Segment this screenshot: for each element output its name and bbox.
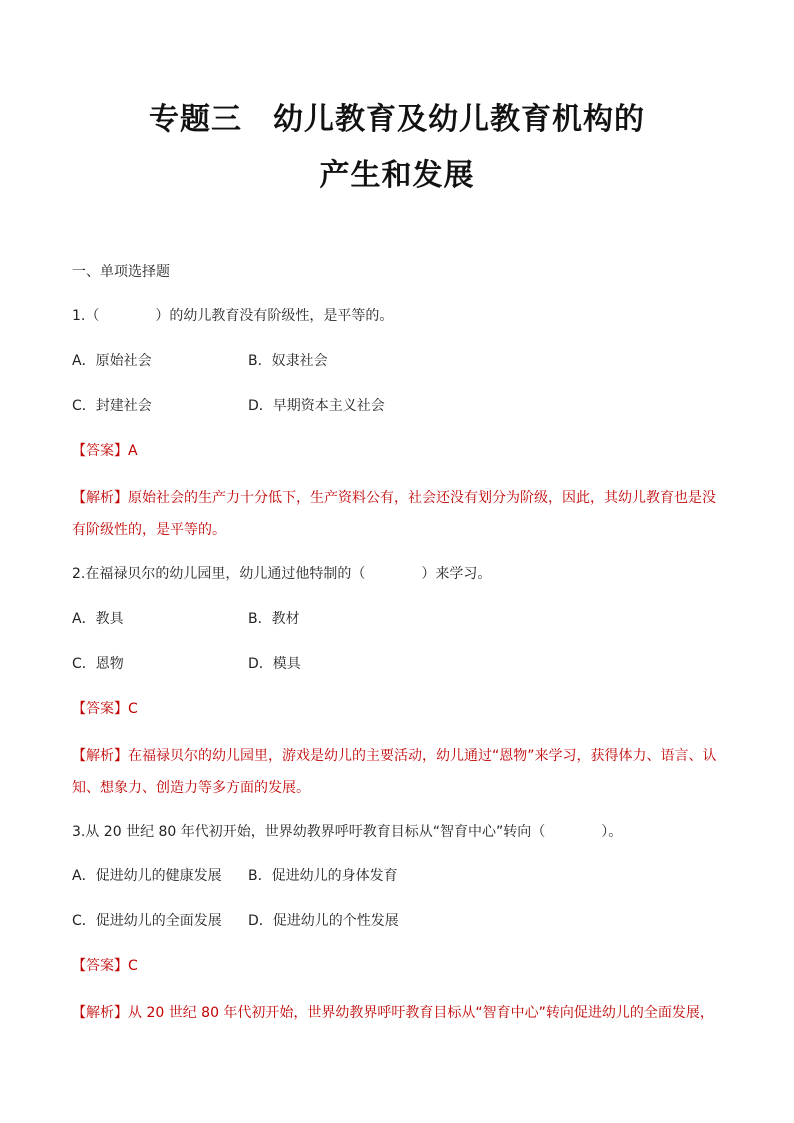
question-3-option-d: D．促进幼儿的个性发展 [248,913,399,929]
question-2-option-d: D．模具 [248,656,301,672]
question-3-stem: 3.从 20 世纪 80 年代初开始，世界幼教界呼吁教育目标从“智育中心”转向（ ）。 [72,824,623,840]
question-1-analysis [72,482,724,546]
question-1-option-b: B．奴隶社会 [248,353,328,369]
answer-tag: 【答案】 [72,958,128,974]
analysis-tag: 【解析】 [72,748,128,764]
answer-value: C [128,958,138,974]
question-1-stem: 1.（ ）的幼儿教育没有阶级性，是平等的。 [72,308,394,324]
analysis-tag: 【解析】 [72,490,128,506]
answer-value: C [128,701,138,717]
question-1-answer [72,441,138,461]
question-3-answer [72,956,138,976]
question-2-analysis [72,740,724,804]
question-1-option-d: D．早期资本主义社会 [248,398,385,414]
question-1-option-a: A．原始社会 [72,353,152,369]
answer-value: A [128,443,138,459]
page-title-line2: 产生和发展 [319,158,475,193]
question-1-option-c: C．封建社会 [72,398,152,414]
question-2-option-a: A．教具 [72,611,124,627]
page-title: 专题三 幼儿教育及幼儿教育机构的 [149,102,645,137]
analysis-text: 原始社会的生产力十分低下，生产资料公有，社会还没有划分为阶级，因此，其幼儿教育也是没有阶级性的，是平等的。 [72,490,716,538]
section-heading: 一、单项选择题 [72,264,170,280]
analysis-tag: 【解析】 [72,1005,128,1021]
answer-tag: 【答案】 [72,443,128,459]
answer-tag: 【答案】 [72,701,128,717]
question-2-answer [72,699,138,719]
question-3-option-b: B．促进幼儿的身体发育 [248,868,398,884]
analysis-text: 从 20 世纪 80 年代初开始，世界幼教界呼吁教育目标从“智育中心”转向促进幼儿的全面发展， [128,1005,714,1021]
analysis-text: 在福禄贝尔的幼儿园里，游戏是幼儿的主要活动，幼儿通过“恩物”来学习，获得体力、语言、认知、想象力、创造力等多方面的发展。 [72,748,717,796]
question-2-stem: 2.在福禄贝尔的幼儿园里，幼儿通过他特制的（ ）来学习。 [72,566,492,582]
question-2-option-c: C．恩物 [72,656,124,672]
question-2-option-b: B．教材 [248,611,300,627]
question-3-option-c: C．促进幼儿的全面发展 [72,913,222,929]
question-3-option-a: A．促进幼儿的健康发展 [72,868,222,884]
question-3-analysis [72,997,724,1029]
